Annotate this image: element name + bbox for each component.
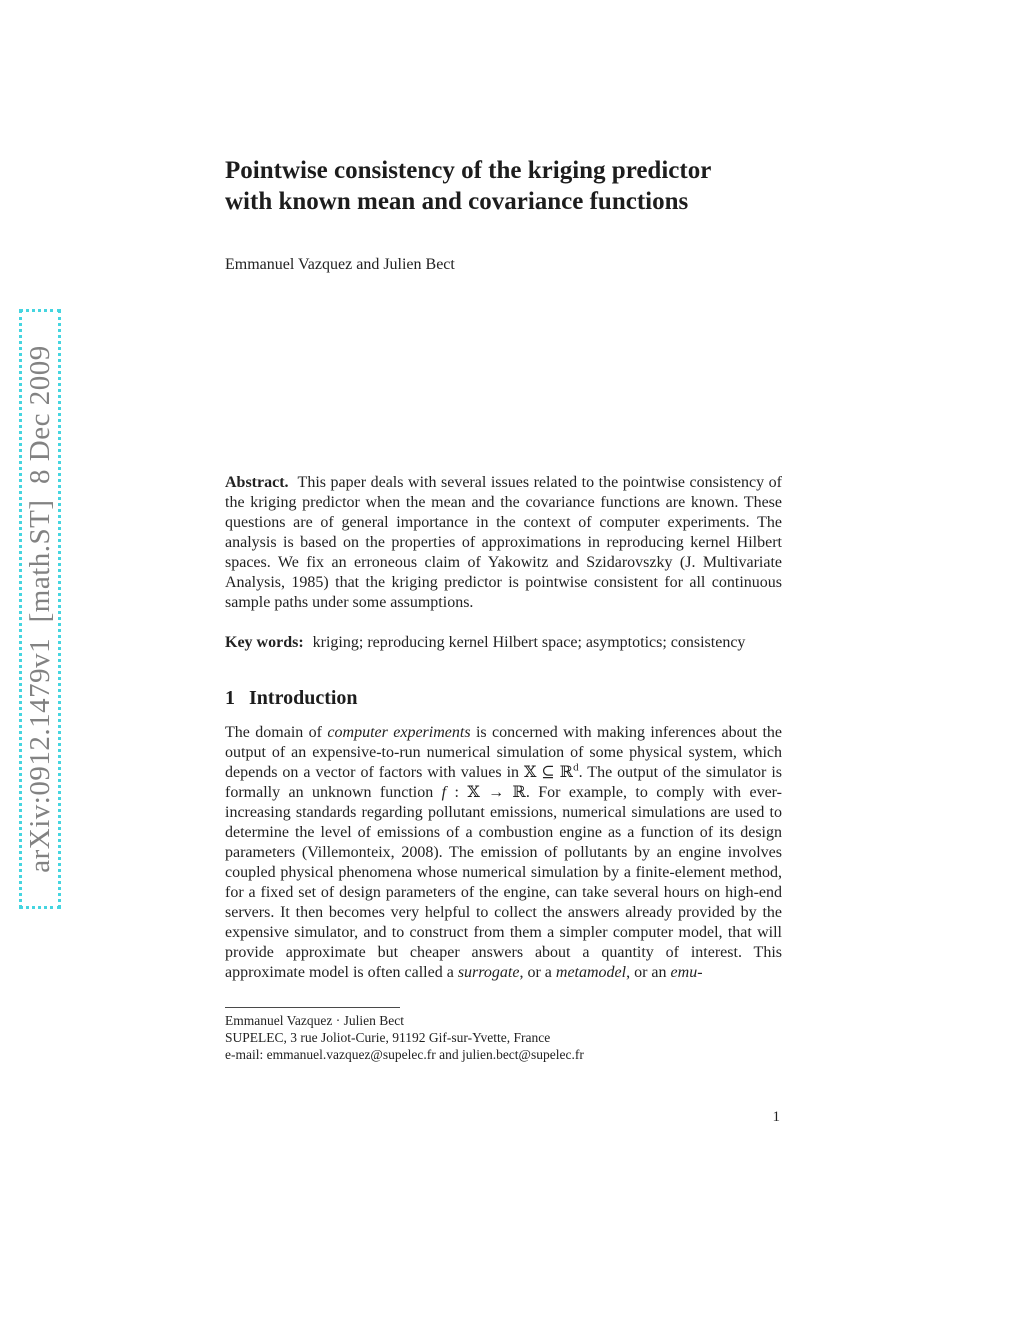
keywords-block bbox=[225, 633, 782, 653]
authors-line: Emmanuel Vazquez and Julien Bect bbox=[225, 256, 455, 273]
keywords-text: kriging; reproducing kernel Hilbert space; asymptotics; consistency bbox=[312, 634, 746, 651]
footnote-affiliation: SUPELEC, 3 rue Joliot-Curie, 91192 Gif-sur-Yvette, France bbox=[225, 1030, 551, 1045]
paper-content bbox=[225, 155, 782, 1126]
section-title: Introduction bbox=[249, 687, 358, 709]
paper-title bbox=[225, 155, 782, 217]
footnote-rule bbox=[225, 1007, 400, 1008]
footnote-email: e-mail: emmanuel.vazquez@supelec.fr and julien.bect@supelec.fr bbox=[225, 1047, 584, 1062]
paper-title-line2: with known mean and covariance functions bbox=[225, 188, 689, 215]
footnote-authors: Emmanuel Vazquez · Julien Bect bbox=[225, 1013, 404, 1028]
abstract-text: This paper deals with several issues related to the pointwise consistency of the kriging predictor when the mean and the covariance functions are known. These questions are of general importance in the context of computer experiments. The analysis is based on the properties of approximations in reproducing kernel Hilbert spaces. We fix an erroneous claim of Yakowitz and Szidarovszky (J. Multivariate Analysis, 1985) that the kriging predictor is pointwise consistent for all continuous sample paths under some assumptions. bbox=[225, 474, 782, 611]
arxiv-stamp: arXiv:0912.1479v1 [math.ST] 8 Dec 2009 bbox=[19, 309, 61, 909]
section-heading-introduction bbox=[225, 687, 782, 709]
intro-paragraph: The domain of computer experiments is concerned with making inferences about the output of an expensive-to-run numerical simulation of some physical system, which depends on a vector of factors with values in 𝕏 ⊆ ℝ$^d$. The output of the simulator is formally an unknown function f : 𝕏 → ℝ. For example, to comply with ever-increasing standards regarding pollutant emissions, numerical simulations are used to determine the level of emissions of a combustion engine as a function of its design parameters (Villemonteix, 2008). The emission of pollutants by an engine involves coupled physical phenomena whose numerical simulation by a finite-element method, for a fixed set of design parameters of the engine, can take several hours on high-end servers. It then becomes very helpful to collect the answers already provided by the expensive simulator, and to construct from them a simpler computer model, that will provide approximate but cheaper answers about a quantity of interest. This approximate model is often called a surrogate, or a metamodel, or an emu- bbox=[225, 724, 783, 981]
abstract-block bbox=[225, 473, 782, 613]
paper-title-line1: Pointwise consistency of the kriging predictor bbox=[225, 157, 712, 184]
keywords-label: Key words: bbox=[225, 634, 304, 651]
abstract-label: Abstract. bbox=[225, 474, 289, 491]
footnote-block bbox=[225, 1012, 782, 1063]
section-number: 1 bbox=[225, 687, 235, 709]
page-number: 1 bbox=[772, 1109, 780, 1125]
